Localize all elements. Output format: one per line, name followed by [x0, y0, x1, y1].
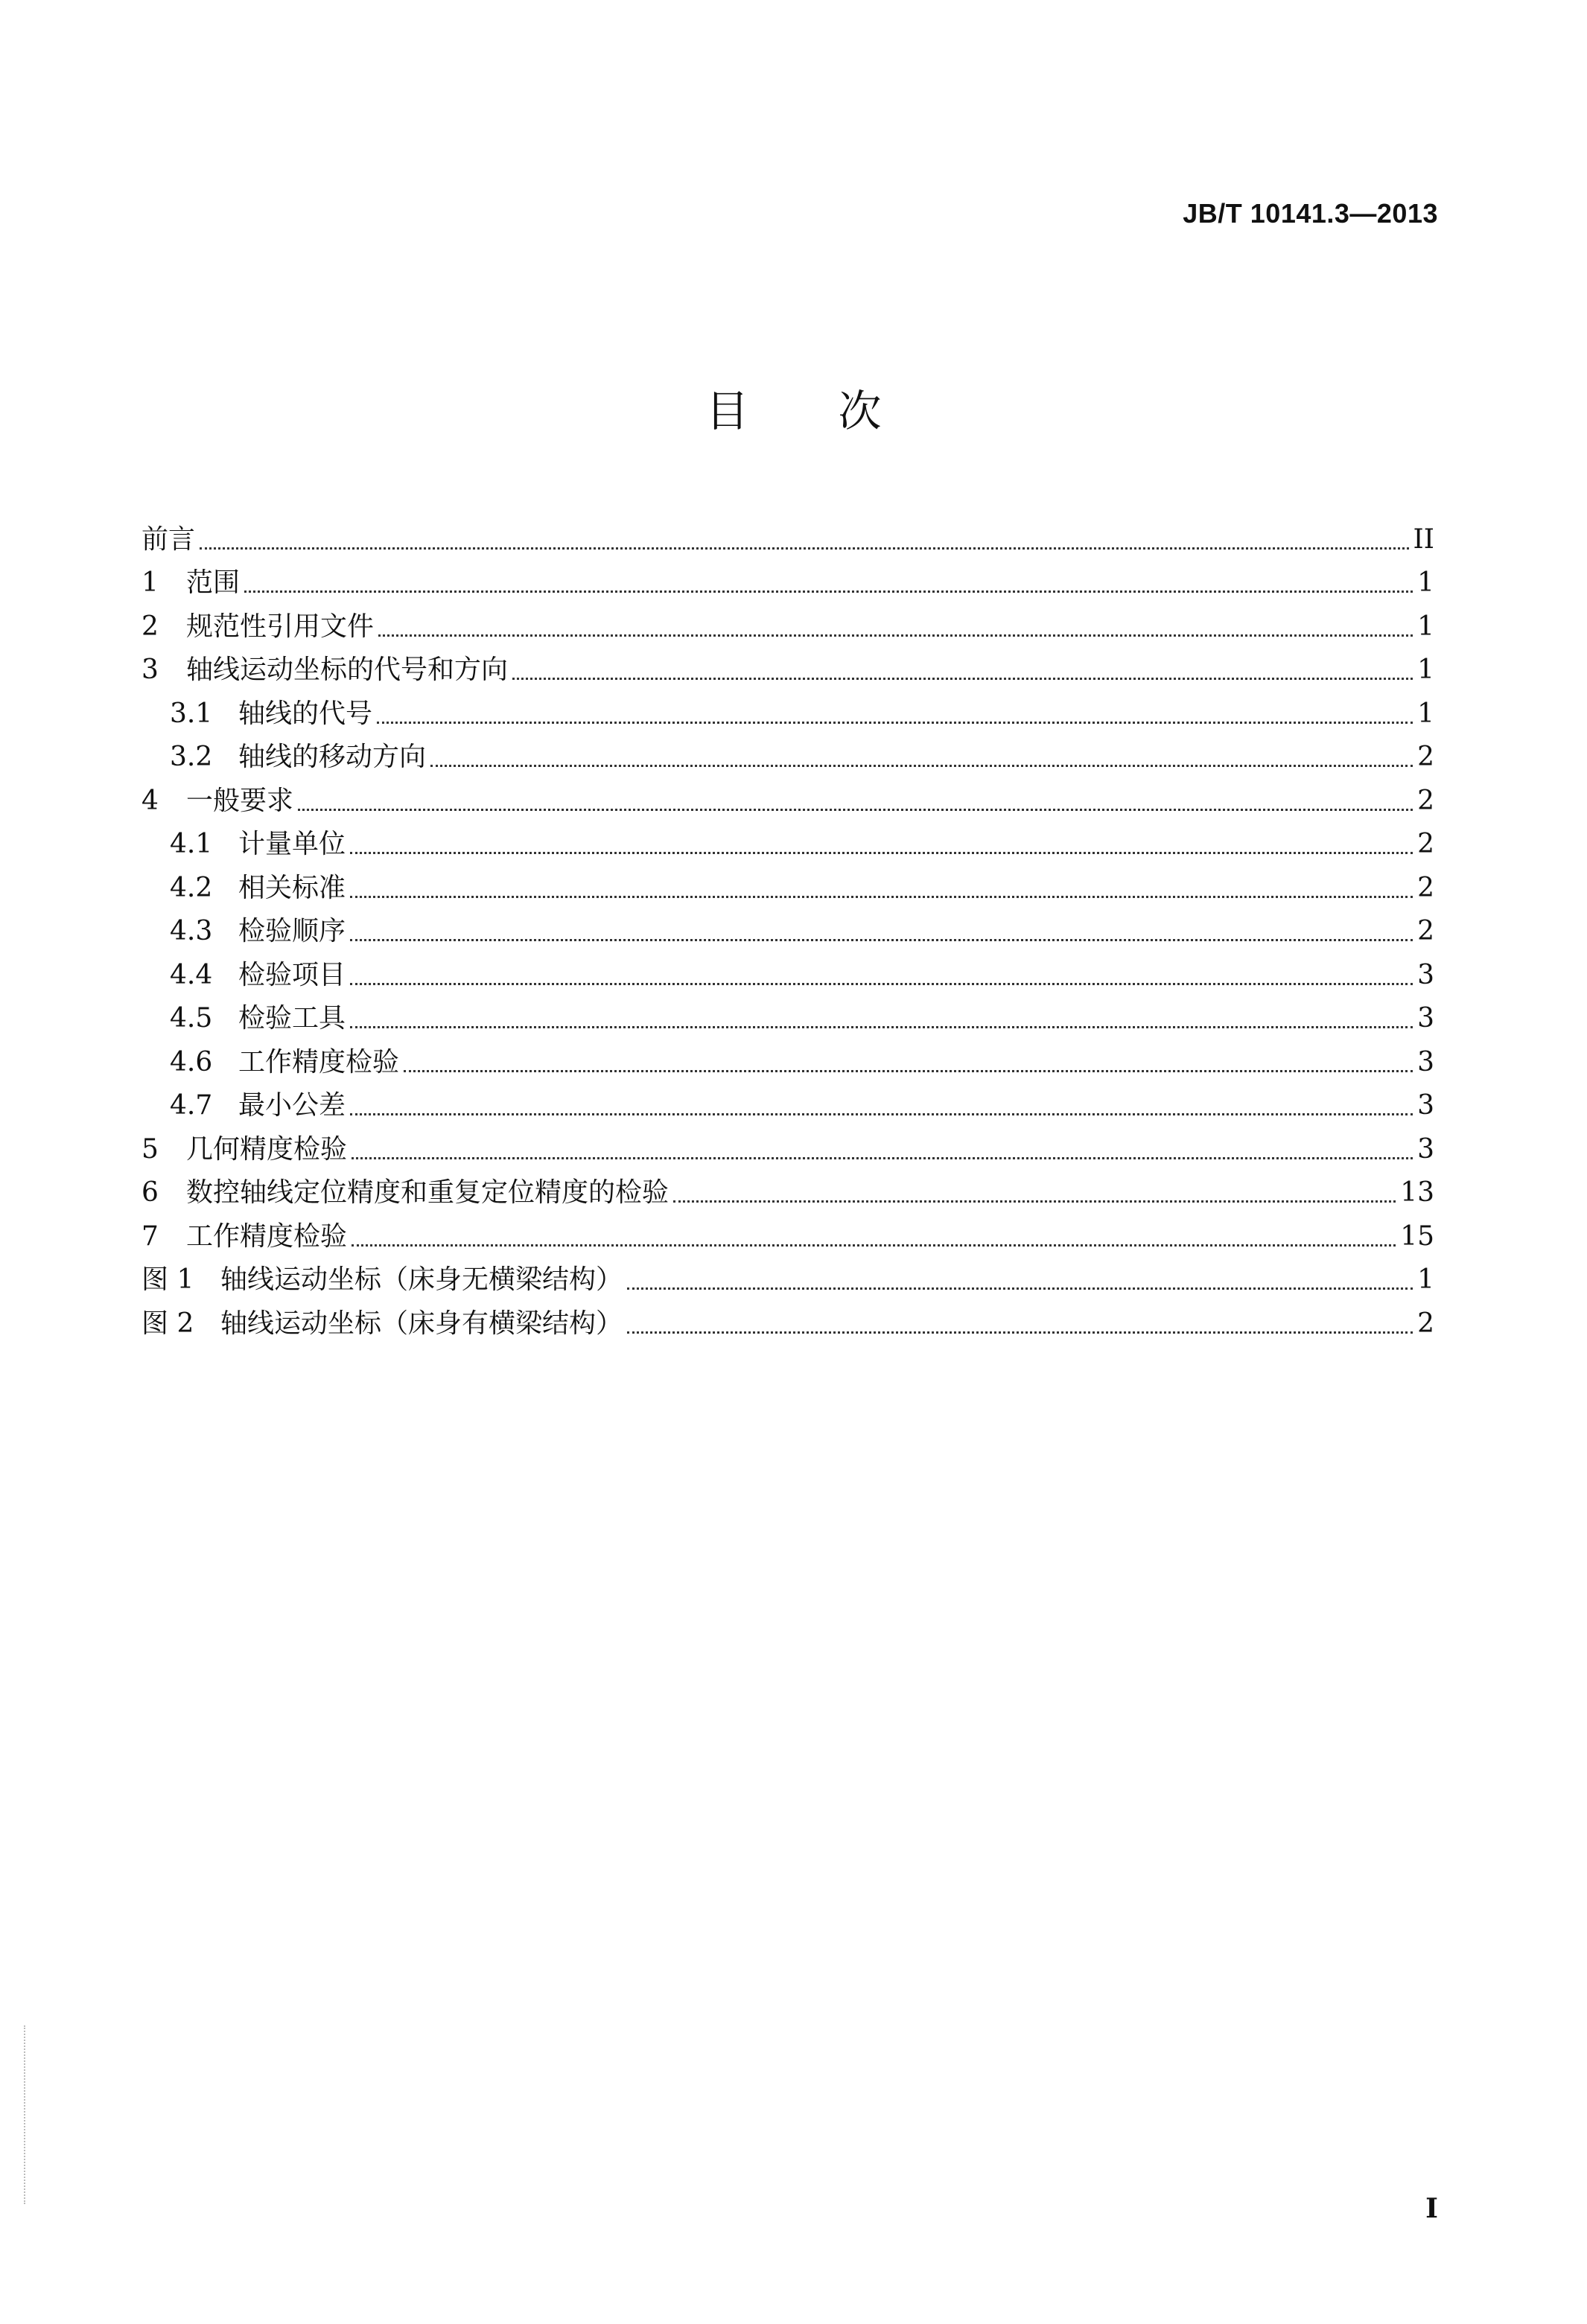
- toc-entry[interactable]: [141, 643, 1434, 687]
- dot-leader: [350, 896, 1413, 898]
- toc-entry-page: 2: [1417, 1308, 1434, 1339]
- toc-entry-label: 检验工具: [238, 1003, 346, 1034]
- toc-entry-page: 3: [1417, 959, 1434, 990]
- toc-entry-page: 1: [1417, 567, 1434, 598]
- toc-entry-number: 1: [141, 567, 159, 598]
- dot-leader: [244, 590, 1413, 593]
- toc-entry-number: 4.7: [170, 1090, 213, 1121]
- dot-leader: [298, 809, 1413, 811]
- scan-artifact: [24, 2025, 27, 2204]
- toc-entry-label: 轴线的代号: [238, 698, 373, 729]
- dot-leader: [350, 852, 1413, 854]
- toc-entry[interactable]: [141, 861, 1434, 905]
- toc-entry[interactable]: [141, 992, 1434, 1036]
- toc-entry[interactable]: [141, 1296, 1434, 1340]
- dot-leader: [352, 1244, 1396, 1247]
- toc-entry-label: 检验项目: [238, 959, 346, 990]
- toc-entry-number: 4.6: [170, 1046, 213, 1077]
- dot-leader: [350, 983, 1413, 985]
- toc-entry-number: 4: [141, 785, 159, 816]
- toc-entry-page: 13: [1400, 1177, 1434, 1208]
- dot-leader: [404, 1070, 1413, 1072]
- toc-entry-label: 计量单位: [238, 829, 346, 859]
- toc-entry-page: 3: [1417, 1003, 1434, 1034]
- toc-entry-page: 2: [1417, 785, 1434, 816]
- toc-entry-label: 轴线运动坐标（床身有横梁结构）: [220, 1308, 623, 1339]
- toc-entry-page: 2: [1417, 916, 1434, 946]
- toc-entry[interactable]: [141, 1166, 1434, 1210]
- table-of-contents: [141, 512, 1434, 1340]
- toc-entry-label: 轴线运动坐标（床身无横梁结构）: [220, 1264, 623, 1295]
- toc-entry-number: 4.1: [170, 829, 213, 859]
- toc-entry[interactable]: [141, 818, 1434, 862]
- dot-leader: [673, 1200, 1396, 1203]
- dot-leader: [350, 1026, 1413, 1028]
- toc-entry[interactable]: [141, 687, 1434, 730]
- toc-entry-page: 15: [1400, 1220, 1434, 1252]
- dot-leader: [350, 939, 1413, 941]
- toc-entry[interactable]: [141, 1122, 1434, 1166]
- dot-leader: [512, 678, 1413, 680]
- dot-leader: [352, 1157, 1413, 1159]
- dot-leader: [200, 547, 1409, 550]
- toc-entry[interactable]: [141, 1253, 1434, 1297]
- toc-entry-page: 1: [1417, 1264, 1434, 1295]
- toc-entry-label: 前言: [141, 523, 196, 555]
- dot-leader: [627, 1331, 1413, 1334]
- toc-entry-number: 4.5: [170, 1003, 213, 1034]
- toc-entry-number: 2: [141, 611, 159, 642]
- toc-entry-label: 一般要求: [186, 785, 294, 816]
- toc-entry-label: 最小公差: [238, 1090, 346, 1121]
- toc-entry-label: 工作精度检验: [186, 1220, 348, 1252]
- toc-entry-page: 2: [1417, 742, 1434, 772]
- toc-entry-number: 图 1: [141, 1264, 194, 1295]
- toc-entry-label: 工作精度检验: [238, 1046, 400, 1077]
- toc-entry-label: 轴线的移动方向: [238, 742, 427, 772]
- toc-entry-label: 规范性引用文件: [186, 611, 375, 642]
- toc-entry[interactable]: [141, 730, 1434, 774]
- dot-leader: [627, 1287, 1413, 1290]
- toc-entry-page: 2: [1417, 872, 1434, 903]
- toc-entry-label: 相关标准: [238, 872, 346, 903]
- toc-entry-number: 4.3: [170, 916, 213, 946]
- page-title: 目次: [705, 386, 971, 436]
- toc-entry-page: 1: [1417, 611, 1434, 642]
- toc-entry[interactable]: [141, 512, 1434, 556]
- toc-entry-number: 4.4: [170, 959, 213, 990]
- toc-entry-number: 3: [141, 655, 159, 685]
- toc-entry-page: 3: [1417, 1046, 1434, 1077]
- toc-entry-label: 检验顺序: [238, 916, 346, 946]
- dot-leader: [378, 634, 1413, 637]
- toc-entry-page: 2: [1417, 829, 1434, 859]
- dot-leader: [377, 722, 1413, 724]
- toc-entry-number: 4.2: [170, 872, 213, 903]
- toc-entry[interactable]: [141, 556, 1434, 600]
- toc-entry-number: 图 2: [141, 1308, 194, 1339]
- toc-entry[interactable]: [141, 599, 1434, 643]
- toc-entry-label: 数控轴线定位精度和重复定位精度的检验: [186, 1177, 670, 1208]
- toc-entry-number: 3.2: [170, 742, 213, 772]
- toc-entry-label: 几何精度检验: [186, 1133, 348, 1165]
- toc-entry-number: 3.1: [170, 698, 213, 729]
- toc-entry[interactable]: [141, 1079, 1434, 1123]
- toc-entry-page: 3: [1417, 1090, 1434, 1121]
- toc-entry-page: 3: [1417, 1133, 1434, 1165]
- document-code: JB/T 10141.3—2013: [1183, 198, 1438, 229]
- toc-entry-page: 1: [1417, 655, 1434, 685]
- page-number: I: [1425, 2193, 1438, 2224]
- toc-entry[interactable]: [141, 905, 1434, 949]
- toc-entry-page: 1: [1417, 698, 1434, 729]
- toc-entry[interactable]: [141, 1209, 1434, 1253]
- toc-entry-number: 7: [141, 1220, 159, 1252]
- toc-entry-label: 范围: [186, 567, 241, 598]
- toc-entry-number: 6: [141, 1177, 159, 1208]
- toc-entry[interactable]: [141, 948, 1434, 992]
- dot-leader: [350, 1113, 1413, 1115]
- toc-entry[interactable]: [141, 774, 1434, 818]
- dot-leader: [430, 765, 1413, 767]
- toc-entry-page: II: [1413, 523, 1434, 555]
- toc-entry-label: 轴线运动坐标的代号和方向: [186, 655, 509, 685]
- toc-entry-number: 5: [141, 1133, 159, 1165]
- toc-entry[interactable]: [141, 1035, 1434, 1079]
